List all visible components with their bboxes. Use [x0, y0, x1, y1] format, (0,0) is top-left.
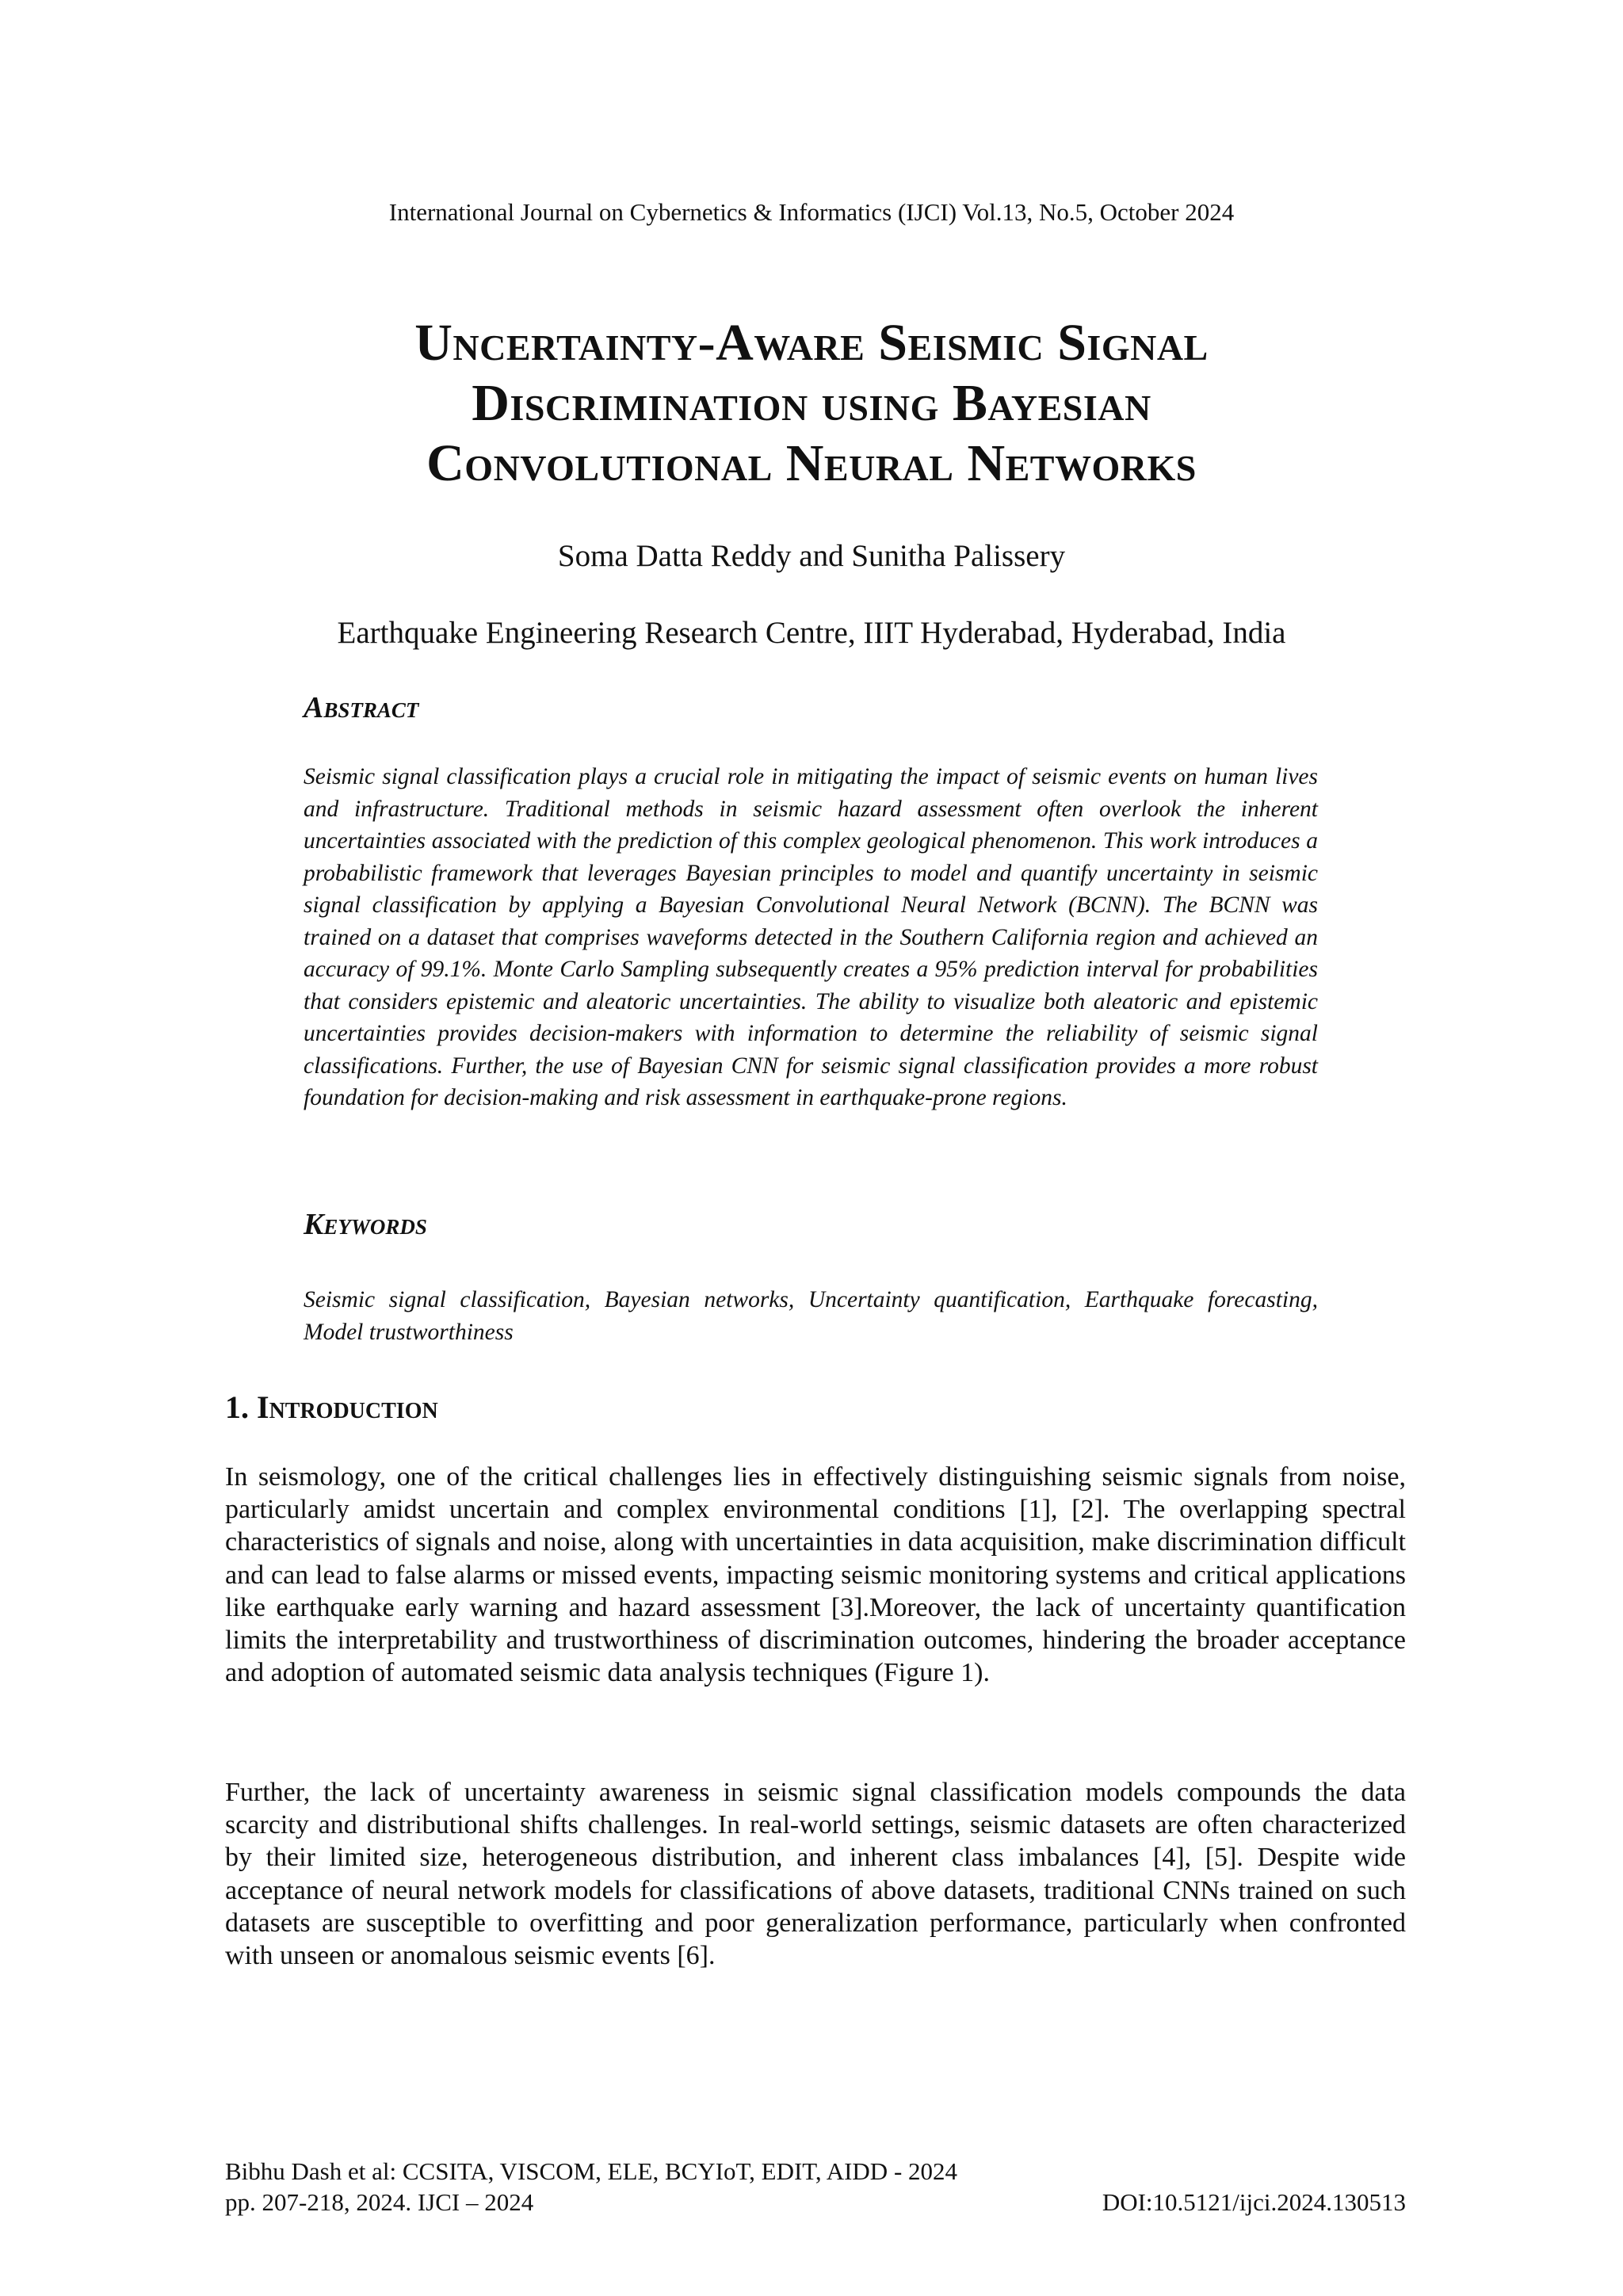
title-line-3: Convolutional Neural Networks: [426, 434, 1197, 492]
introduction-paragraph-1: In seismology, one of the critical challenges lies in effectively distinguishing seismic signals from noise, particularly amidst uncertain and complex environmental conditions [1], [2]. The overlapping spectral characteristics of signals and noise, along with uncertainties in data acquisition, make discrimination difficult and can lead to false alarms or missed events, impacting seismic monitoring systems and critical applications like earthquake early warning and hazard assessment [3].Moreover, the lack of uncertainty quantification limits the interpretability and trustworthiness of discrimination outcomes, hindering the broader acceptance and adoption of automated seismic data analysis techniques (Figure 1).: [225, 1462, 1406, 1688]
introduction-paragraph-2: Further, the lack of uncertainty awareness in seismic signal classification models compounds the data scarcity and distributional shifts challenges. In real-world settings, seismic datasets are often characterized by their limited size, heterogeneous distribution, and inherent class imbalances [4], [5]. Despite wide acceptance of neural network models for classifications of above datasets, traditional CNNs trained on such datasets are susceptible to overfitting and poor generalization performance, particularly when confronted with unseen or anomalous seismic events [6].: [225, 1778, 1406, 1971]
footer-doi: DOI:10.5121/ijci.2024.130513: [1102, 2188, 1406, 2216]
keywords-heading: Keywords: [304, 1208, 427, 1241]
title-line-2: Discrimination using Bayesian: [472, 374, 1151, 432]
paper-title: [0, 313, 1623, 494]
abstract-heading: Abstract: [304, 691, 419, 724]
journal-header: International Journal on Cybernetics & Informatics (IJCI) Vol.13, No.5, October 2024: [388, 198, 1235, 226]
footer-citation: [225, 2187, 1406, 2218]
abstract-text: Seismic signal classification plays a crucial role in mitigating the impact of seismic events on human lives and infrastructure. Traditional methods in seismic hazard assessment often overlook the inherent uncertainties associated with the prediction of this complex geological phenomenon. This work introduces a probabilistic framework that leverages Bayesian principles to model and quantify uncertainty in seismic signal classification by applying a Bayesian Convolutional Neural Network (BCNN). The BCNN was trained on a dataset that comprises waveforms detected in the Southern California region and achieved an accuracy of 99.1%. Monte Carlo Sampling subsequently creates a 95% prediction interval for probabilities that considers epistemic and aleatoric uncertainties. The ability to visualize both aleatoric and epistemic uncertainties provides decision-makers with information to determine the reliability of seismic signal classifications. Further, the use of Bayesian CNN for seismic signal classification provides a more robust foundation for decision-making and risk assessment in earthquake-prone regions.: [304, 764, 1318, 1110]
title-line-1: Uncertainty-Aware Seismic Signal: [414, 314, 1209, 372]
introduction-heading: 1. Introduction: [225, 1389, 438, 1425]
footer-proceedings: Bibhu Dash et al: CCSITA, VISCOM, ELE, BCYIoT, EDIT, AIDD - 2024: [225, 2157, 958, 2185]
affiliation: Earthquake Engineering Research Centre, IIIT Hyderabad, Hyderabad, India: [337, 616, 1286, 650]
footer-pages: pp. 207-218, 2024. IJCI – 2024: [225, 2188, 534, 2216]
keywords-text: Seismic signal classification, Bayesian networks, Uncertainty quantification, Earthquake forecasting, Model trustworthiness: [304, 1287, 1318, 1345]
authors: Soma Datta Reddy and Sunitha Palissery: [557, 539, 1066, 573]
